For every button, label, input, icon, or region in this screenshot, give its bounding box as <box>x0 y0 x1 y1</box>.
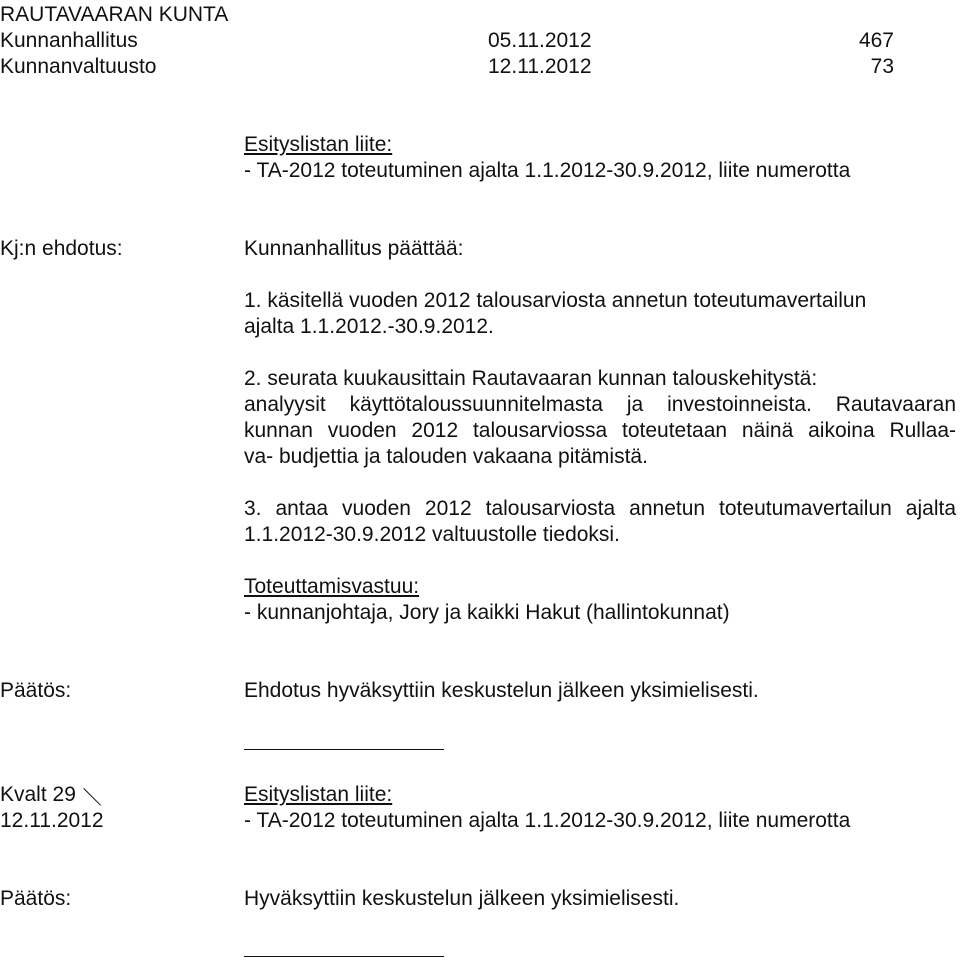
header-date-1: 05.11.2012 <box>488 29 592 52</box>
proposal-label: Kj:n ehdotus: <box>0 237 123 260</box>
proposal-item3-line1: 3. antaa vuoden 2012 talousarviosta annetun toteutumavertailun ajalta <box>244 497 956 520</box>
attachment-label: Esityslistan liite: <box>244 133 393 156</box>
council-section: Kvalt 29 <box>0 783 76 806</box>
separator-line-1 <box>244 749 444 750</box>
responsibility-label: Toteuttamisvastuu: <box>244 575 420 598</box>
council-attachment-label: Esityslistan liite: <box>244 783 393 806</box>
proposal-item2-line4: va- budjettia ja talouden vakaana pitämistä. <box>244 445 648 468</box>
responsibility-text: - kunnanjohtaja, Jory ja kaikki Hakut (hallintokunnat) <box>244 601 730 624</box>
decision2-label: Päätös: <box>0 887 72 910</box>
proposal-item3-line2: 1.1.2012-30.9.2012 valtuustolle tiedoksi. <box>244 523 620 546</box>
header-body-2: Kunnanvaltuusto <box>0 55 157 78</box>
separator-line-2 <box>244 956 444 957</box>
proposal-item1-line1: 1. käsitellä vuoden 2012 talousarviosta annetun toteutumavertailun <box>244 289 867 312</box>
header-page-1: 467 <box>858 29 894 52</box>
proposal-item2-line3: kunnan vuoden 2012 talousarviossa toteutetaan näinä aikoina Rullaa- <box>244 419 956 442</box>
header-page-2: 73 <box>870 55 894 78</box>
org-name: RAUTAVAARAN KUNTA <box>0 3 229 26</box>
decision1-text: Ehdotus hyväksyttiin keskustelun jälkeen yksimielisesti. <box>244 679 759 702</box>
section-mark <box>83 788 101 806</box>
proposal-intro: Kunnanhallitus päättää: <box>244 237 464 260</box>
proposal-item2-line2: analyysit käyttötaloussuunnitelmasta ja investoinneista. Rautavaaran <box>244 393 956 416</box>
header-body-1: Kunnanhallitus <box>0 29 138 52</box>
proposal-item2-line1: 2. seurata kuukausittain Rautavaaran kunnan talouskehitystä: <box>244 367 818 390</box>
attachment-text: - TA-2012 toteutuminen ajalta 1.1.2012-30.9.2012, liite numerotta <box>244 159 851 182</box>
proposal-item1-line2: ajalta 1.1.2012.-30.9.2012. <box>244 315 494 338</box>
council-date: 12.11.2012 <box>0 809 104 832</box>
council-attachment-text: - TA-2012 toteutuminen ajalta 1.1.2012-30.9.2012, liite numerotta <box>244 809 851 832</box>
decision1-label: Päätös: <box>0 679 72 702</box>
header-date-2: 12.11.2012 <box>488 55 592 78</box>
decision2-text: Hyväksyttiin keskustelun jälkeen yksimielisesti. <box>244 887 680 910</box>
